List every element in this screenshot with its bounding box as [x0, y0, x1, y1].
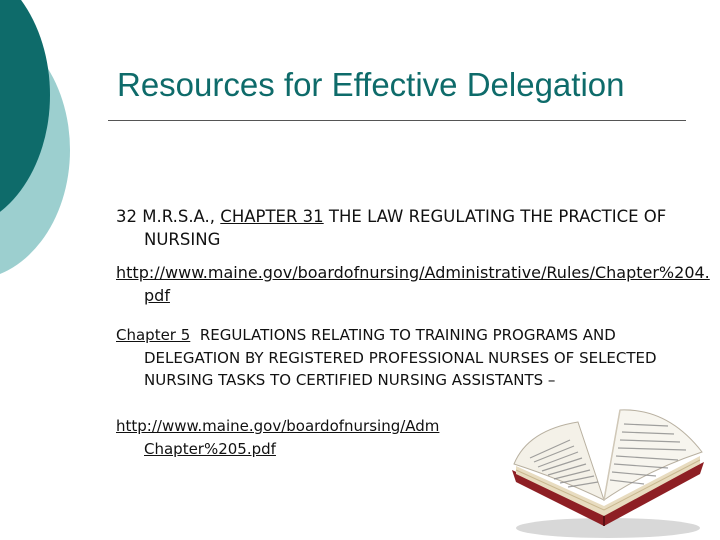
chapter-4-url-link[interactable]: http://www.maine.gov/boardofnursing/Administrative/Rules/Chapter%204.pdf — [116, 263, 710, 305]
chapter5-paragraph — [116, 324, 714, 392]
chapter-5-url-link[interactable] — [116, 417, 439, 458]
law-paragraph — [116, 205, 714, 251]
open-book-icon — [508, 400, 708, 540]
chapter-5-url-part2: Chapter%205.pdf — [144, 439, 276, 458]
chapter-5-url-part1: http://www.maine.gov/boardofnursing/Adm — [116, 417, 440, 435]
chapter5-description: REGULATIONS RELATING TO TRAINING PROGRAMS AND DELEGATION BY REGISTERED PROFESSIONAL NURSES OF SELECTED NURSING TASKS TO CERTIFIED NURSING ASSISTANTS – — [144, 326, 662, 389]
decorative-circles — [0, 0, 90, 300]
url-paragraph-1 — [116, 261, 714, 307]
slide-title: Resources for Effective Delegation — [117, 66, 625, 103]
chapter-5-link[interactable]: Chapter 5 — [116, 326, 191, 344]
chapter-31-link[interactable]: CHAPTER 31 — [220, 207, 324, 226]
title-divider — [108, 120, 686, 121]
law-name: THE LAW REGULATING THE PRACTICE OF NURSING — [144, 207, 667, 249]
law-citation: 32 M.R.S.A., — [116, 207, 221, 226]
